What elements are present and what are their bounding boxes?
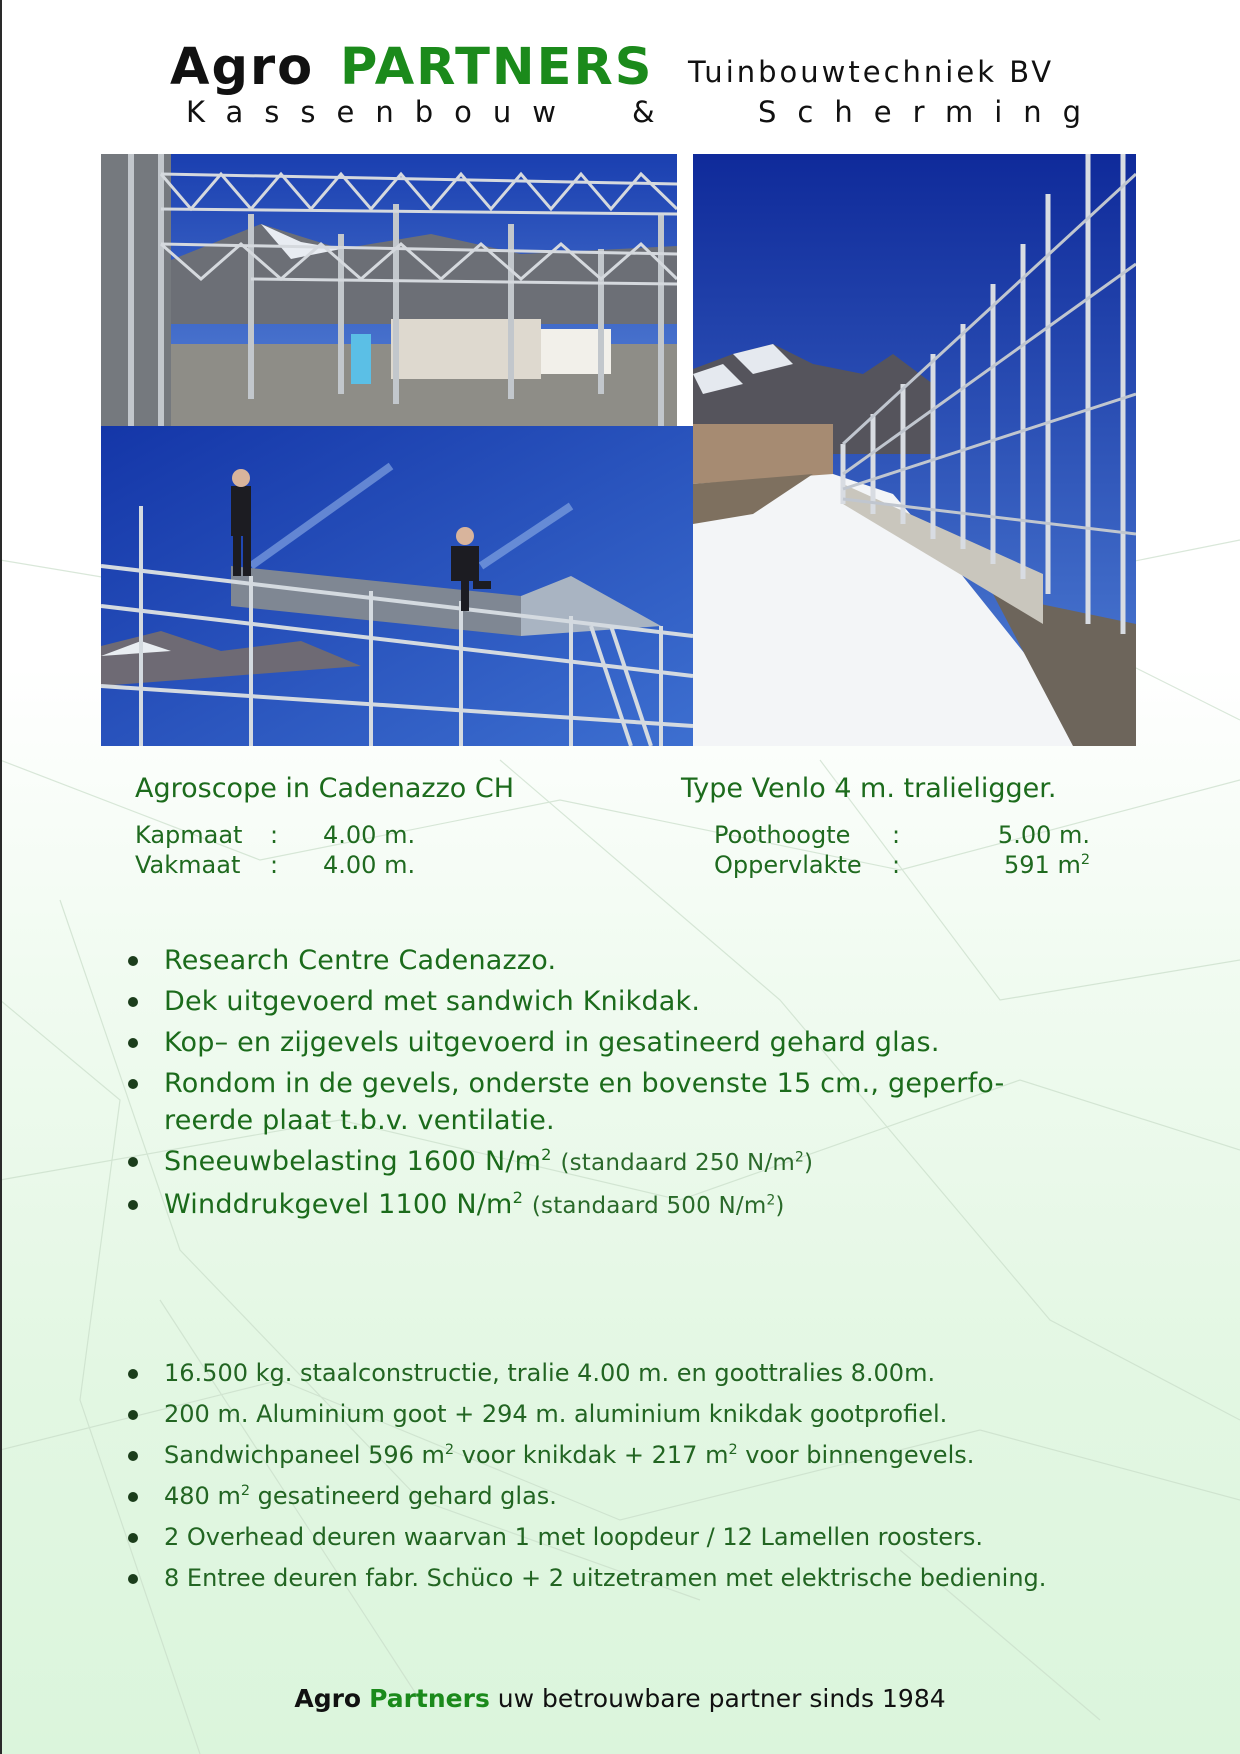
list-item: Kop– en zijgevels uitgevoerd in gesatineerd gehard glas.	[120, 1024, 1140, 1061]
footer-text: uw betrouwbare partner sinds 1984	[489, 1684, 946, 1713]
list-item-snow-load: Sneeuwbelasting 1600 $N/m^2$ (standaard 250 $N/m^2$)	[120, 1143, 1140, 1182]
list-item: 16.500 kg. staalconstructie, tralie 4.00 m. en goottralies 8.00m.	[120, 1358, 1160, 1389]
spec-label-poothoogte: Poothoogte	[714, 821, 851, 849]
brand-agro: Agro	[170, 38, 315, 97]
project-title: Agroscope in Cadenazzo CH	[135, 773, 515, 804]
list-item: Dek uitgevoerd met sandwich Knikdak.	[120, 983, 1140, 1020]
tagline-kassenbouw: Kassenbouw	[186, 95, 577, 129]
greenhouse-side-wall-snow	[693, 154, 1136, 746]
tagline-scherming: Scherming	[758, 95, 1103, 129]
list-item: 2 Overhead deuren waarvan 1 met loopdeur / 12 Lamellen roosters.	[120, 1522, 1160, 1553]
spec-colon: :	[270, 851, 279, 879]
spec-value-oppervlakte: 591 $m^2$	[1004, 851, 1090, 879]
spec-label-vakmaat: Vakmaat	[135, 851, 241, 879]
left-edge-line	[0, 0, 2, 1754]
tagline	[0, 92, 1240, 132]
spec-value-vakmaat: 4.00 m.	[323, 851, 416, 879]
brand-suffix: Tuinbouwtechniek BV	[688, 55, 1055, 89]
greenhouse-type-title: Type Venlo 4 m. tralieligger.	[681, 773, 1057, 804]
spec-label-kapmaat: Kapmaat	[135, 821, 243, 849]
list-item: 8 Entree deuren fabr. Schüco + 2 uitzetramen met elektrische bediening.	[120, 1563, 1160, 1594]
workers-on-roof-frame	[101, 426, 693, 746]
greenhouse-steel-frame-interior	[101, 154, 677, 426]
letterhead	[0, 36, 1240, 136]
spec-value-poothoogte: 5.00 m.	[997, 821, 1090, 849]
footer-brand-agro: Agro	[294, 1684, 362, 1713]
list-item: Rondom in de gevels, onderste en bovenste 15 cm., geperfo- reerde plaat t.b.v. ventilatie.	[120, 1065, 1140, 1139]
spec-label-oppervlakte: Oppervlakte	[714, 851, 862, 879]
footer-brand-partners: Partners	[369, 1684, 490, 1713]
spec-colon: :	[892, 821, 901, 849]
footer-tagline	[0, 1683, 1240, 1715]
list-item-wind-load: Winddrukgevel 1100 $N/m^2$ (standaard 500 $N/m^2$)	[120, 1186, 1140, 1225]
list-item: Research Centre Cadenazzo.	[120, 942, 1140, 979]
feature-list	[120, 942, 1140, 1229]
list-item: Sandwichpaneel 596 $m^2$ voor knikdak + 217 $m^2$ voor binnengevels.	[120, 1440, 1160, 1471]
spec-value-kapmaat: 4.00 m.	[323, 821, 416, 849]
spec-colon: :	[270, 821, 279, 849]
list-item: 200 m. Aluminium goot + 294 m. aluminium knikdak gootprofiel.	[120, 1399, 1160, 1430]
materials-list	[120, 1358, 1160, 1604]
brand-partners: PARTNERS	[340, 38, 654, 97]
spec-colon: :	[892, 851, 901, 879]
tagline-ampersand: &	[632, 95, 655, 129]
list-item: 480 $m^2$ gesatineerd gehard glas.	[120, 1481, 1160, 1512]
